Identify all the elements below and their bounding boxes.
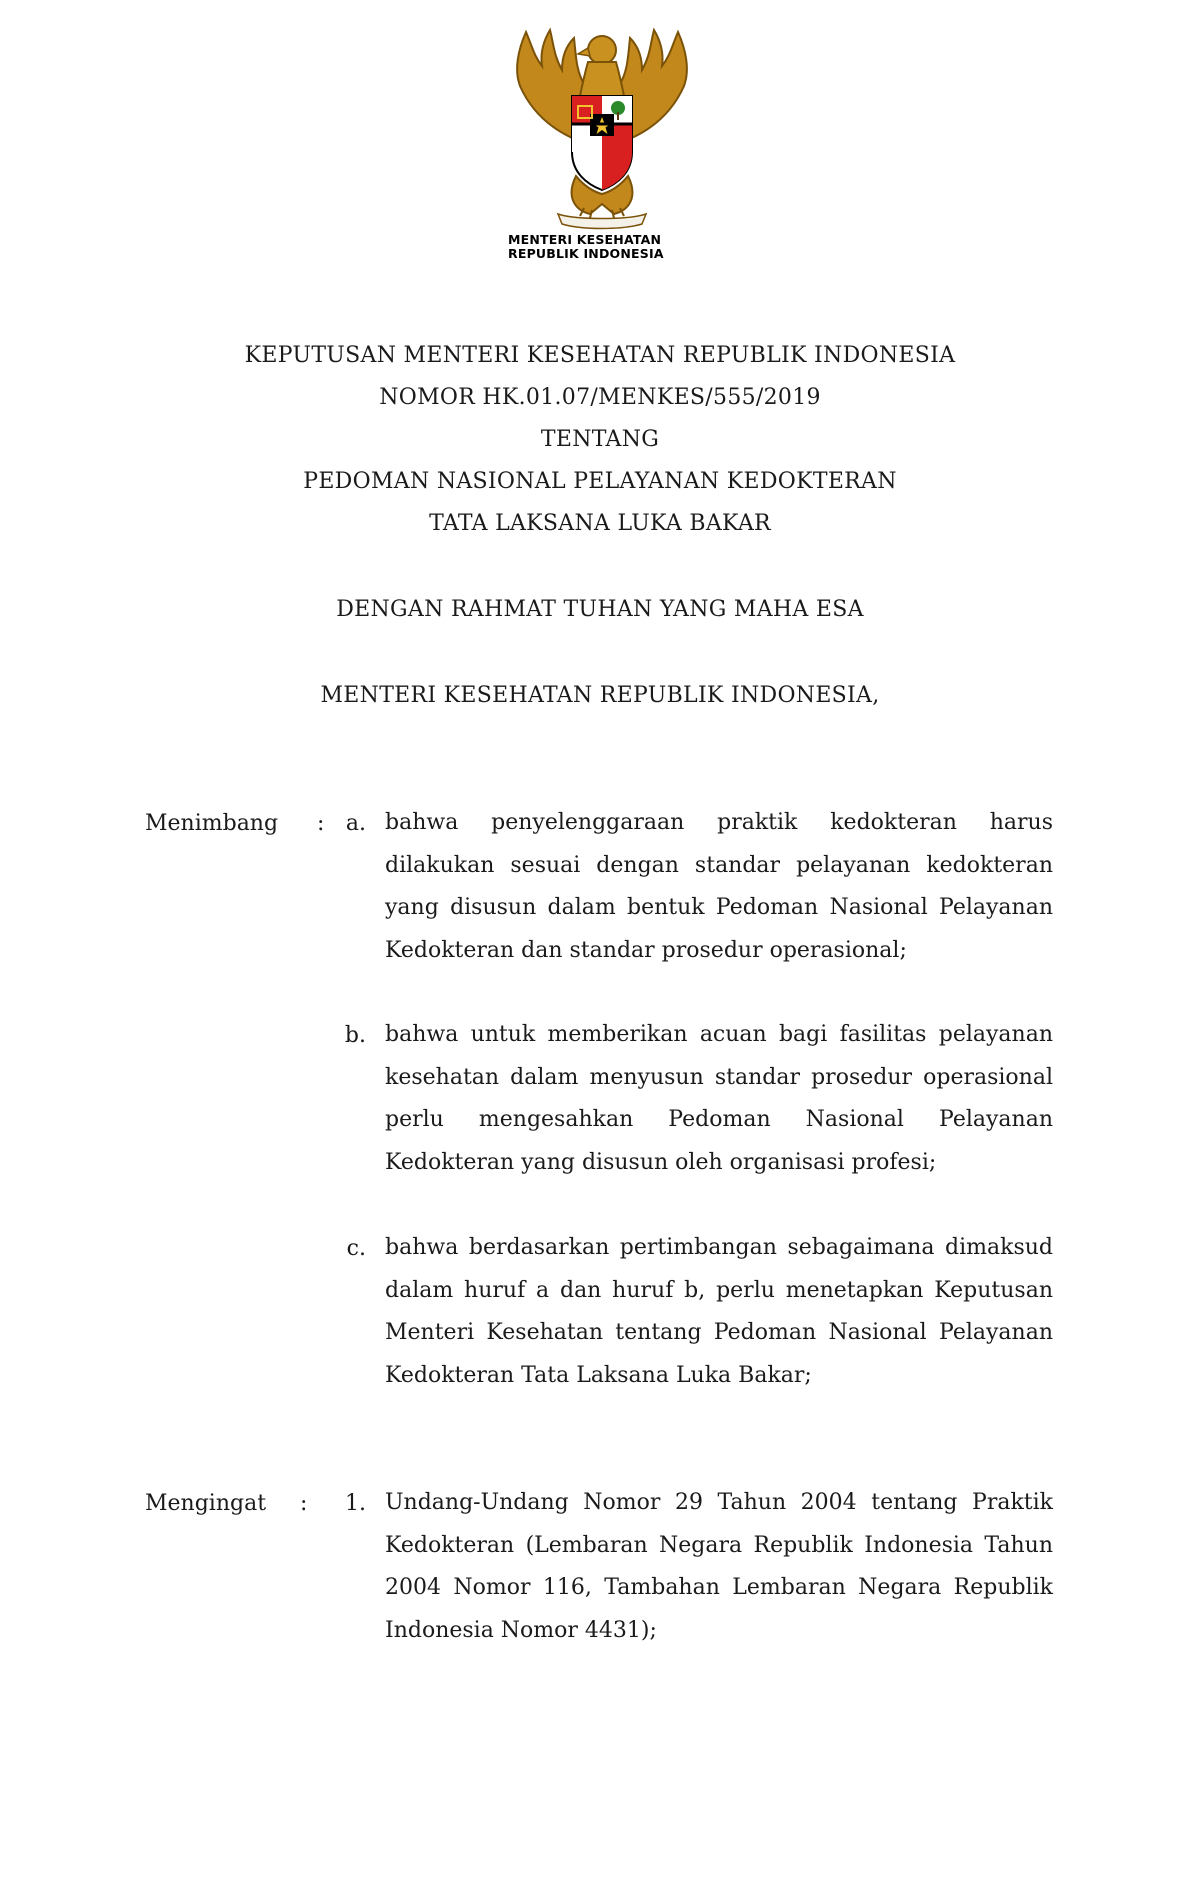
- menimbang-item-b: bahwa untuk memberikan acuan bagi fasilitas pelayanan kesehatan dalam menyusun standar prosedur operasional perlu mengesahkan Pedoman Nasional Pelayanan Kedokteran yang disusun oleh organisasi profesi;: [385, 1022, 1053, 1175]
- menimbang-item-a: bahwa penyelenggaraan praktik kedokteran harus dilakukan sesuai dengan standar pelayanan kedokteran yang disusun dalam bentuk Pedoman Nasional Pelayanan Kedokteran dan standar prosedur operasional;: [385, 810, 1053, 963]
- menimbang-colon: :: [317, 811, 325, 836]
- authority-heading: MENTERI KESEHATAN REPUBLIK INDONESIA,: [320, 683, 880, 708]
- menimbang-label: Menimbang: [145, 811, 279, 836]
- menimbang-item-c: bahwa berdasarkan pertimbangan sebagaimana dimaksud dalam huruf a dan huruf b, perlu menetapkan Keputusan Menteri Kesehatan tentang Pedoman Nasional Pelayanan Kedokteran Tata Laksana Luka Bakar;: [385, 1235, 1053, 1388]
- ministry-name-line2: REPUBLIK INDONESIA: [508, 246, 664, 261]
- decree-subject-line1: PEDOMAN NASIONAL PELAYANAN KEDOKTERAN: [303, 469, 897, 494]
- mengingat-colon: :: [300, 1491, 308, 1516]
- mengingat-item-1: Undang-Undang Nomor 29 Tahun 2004 tentang Praktik Kedokteran (Lembaran Negara Republik Indonesia Tahun 2004 Nomor 116, Tambahan Lembaran Negara Republik Indonesia Nomor 4431);: [385, 1490, 1053, 1643]
- invocation: DENGAN RAHMAT TUHAN YANG MAHA ESA: [336, 597, 864, 622]
- menimbang-marker-c: c.: [346, 1236, 366, 1261]
- menimbang-marker-a: a.: [345, 811, 366, 836]
- mengingat-marker-1: 1.: [345, 1491, 366, 1516]
- menimbang-marker-b: b.: [344, 1023, 366, 1048]
- mengingat-label: Mengingat: [145, 1491, 267, 1516]
- ministry-name-line1: MENTERI KESEHATAN: [508, 232, 662, 247]
- decree-title: KEPUTUSAN MENTERI KESEHATAN REPUBLIK INDONESIA: [244, 343, 956, 368]
- decree-tentang: TENTANG: [540, 427, 660, 452]
- decree-number: NOMOR HK.01.07/MENKES/555/2019: [379, 385, 821, 410]
- decree-subject-line2: TATA LAKSANA LUKA BAKAR: [429, 511, 771, 536]
- garuda-emblem-icon: [496, 26, 708, 238]
